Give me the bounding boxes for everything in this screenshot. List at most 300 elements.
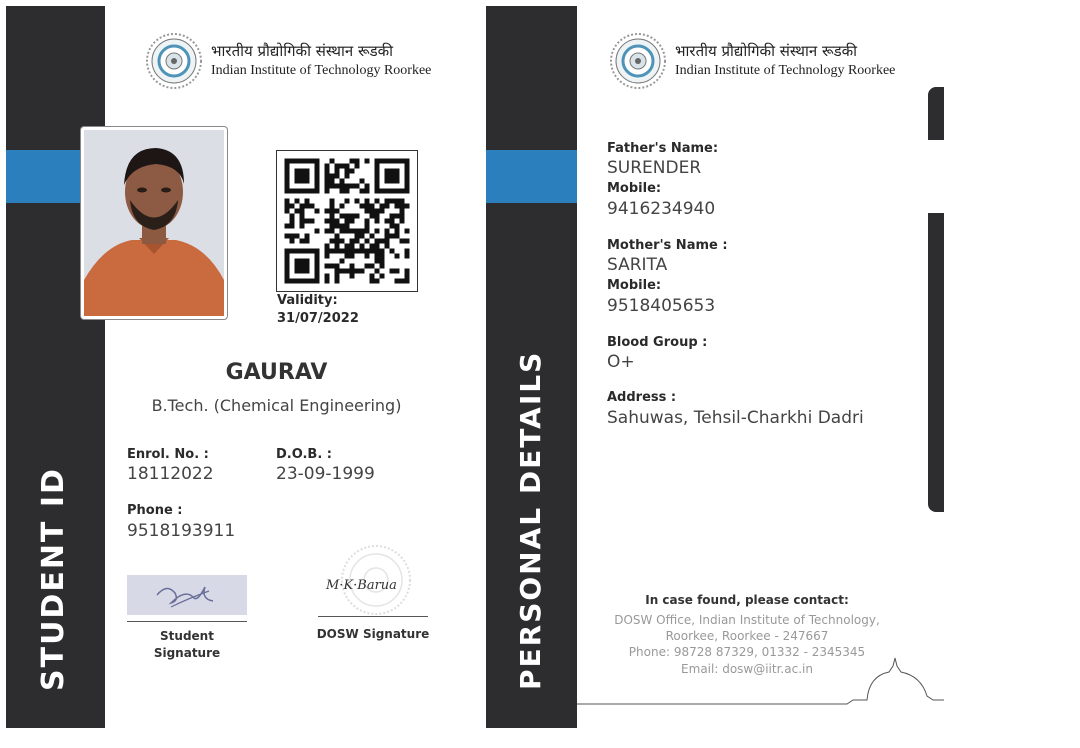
qr-module: [285, 199, 290, 204]
qr-module: [405, 179, 410, 184]
qr-module: [300, 169, 305, 174]
qr-module: [390, 169, 395, 174]
qr-module: [290, 234, 295, 239]
qr-module: [395, 224, 400, 229]
blood-group-label: Blood Group :: [607, 335, 708, 350]
qr-module: [395, 229, 400, 234]
qr-module: [350, 264, 355, 269]
qr-module: [375, 189, 380, 194]
institute-header: [145, 32, 431, 90]
qr-module: [330, 264, 335, 269]
qr-module: [315, 229, 320, 234]
phone-label: Phone :: [127, 503, 183, 518]
qr-module: [330, 204, 335, 209]
qr-module: [330, 249, 335, 254]
qr-module: [305, 189, 310, 194]
qr-module: [395, 279, 400, 284]
qr-module: [325, 229, 330, 234]
qr-module: [325, 274, 330, 279]
qr-module: [340, 229, 345, 234]
qr-module: [295, 174, 300, 179]
qr-module: [325, 189, 330, 194]
qr-module: [375, 199, 380, 204]
qr-module: [305, 249, 310, 254]
qr-module: [285, 209, 290, 214]
father-mobile-label: Mobile:: [607, 181, 662, 196]
qr-module: [285, 259, 290, 264]
qr-module: [350, 214, 355, 219]
qr-module: [350, 229, 355, 234]
qr-module: [365, 264, 370, 269]
qr-module: [385, 169, 390, 174]
qr-module: [335, 279, 340, 284]
qr-module: [295, 169, 300, 174]
qr-module: [315, 189, 320, 194]
qr-module: [405, 204, 410, 209]
qr-module: [355, 199, 360, 204]
father-name-label: Father's Name:: [607, 141, 719, 156]
qr-module: [340, 189, 345, 194]
qr-module: [330, 229, 335, 234]
institute-header: [609, 32, 895, 90]
mother-mobile-value: 9518405653: [607, 296, 716, 316]
institute-name-english: Indian Institute of Technology Roorkee: [211, 63, 432, 78]
qr-module: [370, 274, 375, 279]
qr-module: [325, 209, 330, 214]
qr-module: [365, 189, 370, 194]
qr-module: [345, 214, 350, 219]
blue-band: [486, 150, 577, 203]
qr-module: [405, 274, 410, 279]
qr-module: [365, 199, 370, 204]
qr-module: [375, 174, 380, 179]
student-signature-caption-line2: Signature: [153, 646, 221, 660]
qr-module: [315, 164, 320, 169]
qr-module: [300, 259, 305, 264]
qr-module: [295, 264, 300, 269]
qr-module: [325, 169, 330, 174]
qr-module: [380, 249, 385, 254]
student-id-card-back: [486, 6, 944, 728]
qr-module: [315, 259, 320, 264]
qr-module: [340, 259, 345, 264]
qr-module: [315, 269, 320, 274]
qr-module: [390, 219, 395, 224]
qr-module: [345, 184, 350, 189]
qr-module: [325, 244, 330, 249]
qr-module: [325, 249, 330, 254]
qr-module: [405, 169, 410, 174]
dob-value: 23-09-1999: [276, 464, 375, 484]
qr-module: [390, 234, 395, 239]
qr-module: [350, 244, 355, 249]
qr-module: [335, 219, 340, 224]
qr-module: [300, 279, 305, 284]
qr-module: [355, 239, 360, 244]
qr-module: [370, 214, 375, 219]
qr-module: [405, 159, 410, 164]
qr-module: [385, 204, 390, 209]
qr-module: [385, 189, 390, 194]
qr-module: [365, 159, 370, 164]
qr-module: [300, 189, 305, 194]
qr-module: [360, 249, 365, 254]
qr-module: [375, 239, 380, 244]
qr-module: [395, 199, 400, 204]
qr-module: [305, 264, 310, 269]
qr-module: [315, 274, 320, 279]
qr-module: [370, 234, 375, 239]
enrol-label: Enrol. No. :: [127, 447, 209, 462]
qr-module: [395, 159, 400, 164]
qr-module: [385, 239, 390, 244]
qr-module: [365, 224, 370, 229]
qr-module: [295, 259, 300, 264]
qr-module: [350, 269, 355, 274]
qr-module: [330, 224, 335, 229]
qr-module: [290, 224, 295, 229]
qr-module: [380, 189, 385, 194]
qr-module: [330, 219, 335, 224]
qr-module: [405, 189, 410, 194]
qr-module: [305, 204, 310, 209]
qr-module: [375, 229, 380, 234]
qr-module: [360, 204, 365, 209]
qr-module: [285, 279, 290, 284]
qr-module: [400, 209, 405, 214]
qr-module: [315, 209, 320, 214]
qr-module: [345, 254, 350, 259]
qr-module: [355, 249, 360, 254]
student-signature-line: [127, 621, 247, 622]
phone-value: 9518193911: [127, 521, 236, 541]
qr-module: [305, 179, 310, 184]
found-line-1: DOSW Office, Indian Institute of Technology,: [614, 613, 880, 627]
qr-module: [400, 189, 405, 194]
qr-module: [285, 234, 290, 239]
qr-module: [305, 234, 310, 239]
qr-module: [285, 169, 290, 174]
qr-module: [355, 269, 360, 274]
qr-module: [305, 269, 310, 274]
qr-module: [350, 184, 355, 189]
qr-module: [315, 169, 320, 174]
qr-module: [285, 224, 290, 229]
mother-name-value: SARITA: [607, 255, 668, 275]
qr-module: [305, 174, 310, 179]
qr-module: [375, 169, 380, 174]
qr-module: [335, 164, 340, 169]
student-name: GAURAV: [225, 360, 328, 385]
qr-module: [335, 224, 340, 229]
qr-module: [360, 244, 365, 249]
found-line-2: Roorkee, Roorkee - 247667: [665, 629, 829, 643]
qr-module: [375, 249, 380, 254]
qr-module: [330, 174, 335, 179]
qr-module: [385, 234, 390, 239]
qr-module: [335, 169, 340, 174]
qr-module: [345, 199, 350, 204]
qr-module: [350, 219, 355, 224]
qr-module: [385, 159, 390, 164]
qr-module: [315, 254, 320, 259]
qr-module: [295, 199, 300, 204]
qr-module: [345, 244, 350, 249]
qr-module: [285, 179, 290, 184]
qr-module: [385, 244, 390, 249]
qr-module: [350, 249, 355, 254]
student-signature-caption: [127, 628, 247, 662]
qr-module: [315, 184, 320, 189]
address-label: Address :: [607, 390, 677, 405]
qr-module: [375, 219, 380, 224]
father-name-value: SURENDER: [607, 158, 702, 178]
qr-module: [375, 259, 380, 264]
qr-module: [345, 169, 350, 174]
qr-module: [330, 199, 335, 204]
qr-module: [345, 164, 350, 169]
qr-module: [290, 204, 295, 209]
qr-module: [295, 189, 300, 194]
qr-module: [300, 179, 305, 184]
qr-module: [370, 244, 375, 249]
qr-module: [290, 239, 295, 244]
qr-module: [365, 239, 370, 244]
qr-module: [305, 169, 310, 174]
student-id-card-front: [6, 6, 481, 728]
qr-module: [285, 254, 290, 259]
qr-module: [400, 159, 405, 164]
qr-module: [330, 184, 335, 189]
qr-module: [370, 249, 375, 254]
validity-date: 31/07/2022: [277, 311, 359, 326]
qr-module: [385, 219, 390, 224]
dosw-signature-scrawl: M·K·Barua: [326, 578, 397, 593]
qr-module: [395, 269, 400, 274]
qr-module: [300, 249, 305, 254]
student-program: B.Tech. (Chemical Engineering): [151, 396, 402, 415]
qr-module: [345, 224, 350, 229]
address-value: Sahuwas, Tehsil-Charkhi Dadri: [607, 408, 864, 428]
qr-module: [300, 204, 305, 209]
qr-module: [285, 274, 290, 279]
blood-group-value: O+: [607, 352, 635, 372]
qr-module: [395, 254, 400, 259]
qr-module: [340, 179, 345, 184]
student-signature-image: [127, 575, 247, 615]
mother-mobile-label: Mobile:: [607, 278, 662, 293]
right-edge-tab-top: [928, 87, 944, 140]
qr-module: [350, 239, 355, 244]
qr-module: [285, 159, 290, 164]
qr-module: [375, 269, 380, 274]
qr-module: [340, 249, 345, 254]
qr-module: [335, 264, 340, 269]
qr-module: [285, 204, 290, 209]
qr-module: [325, 179, 330, 184]
qr-module: [310, 249, 315, 254]
qr-module: [400, 219, 405, 224]
qr-module: [345, 269, 350, 274]
qr-module: [290, 189, 295, 194]
qr-module: [315, 179, 320, 184]
qr-module: [295, 279, 300, 284]
iitr-logo-icon: [145, 32, 203, 90]
qr-module: [375, 184, 380, 189]
qr-module: [370, 264, 375, 269]
qr-module: [405, 279, 410, 284]
qr-module: [390, 269, 395, 274]
qr-module: [395, 234, 400, 239]
qr-module: [325, 184, 330, 189]
qr-module: [335, 184, 340, 189]
qr-module: [300, 224, 305, 229]
qr-module: [340, 204, 345, 209]
qr-module: [295, 159, 300, 164]
qr-module: [335, 269, 340, 274]
qr-module: [310, 204, 315, 209]
qr-module: [330, 214, 335, 219]
qr-module: [390, 159, 395, 164]
qr-module: [290, 159, 295, 164]
qr-module: [330, 179, 335, 184]
qr-module: [285, 174, 290, 179]
qr-module: [285, 269, 290, 274]
qr-module: [390, 189, 395, 194]
qr-module: [305, 199, 310, 204]
found-line-3: Phone: 98728 87329, 01332 - 2345345: [628, 645, 866, 659]
qr-module: [375, 164, 380, 169]
qr-module: [390, 214, 395, 219]
qr-module: [315, 264, 320, 269]
qr-module: [355, 214, 360, 219]
dob-label: D.O.B. :: [276, 447, 333, 462]
iitr-logo-icon: [609, 32, 667, 90]
qr-module: [365, 209, 370, 214]
qr-module: [305, 239, 310, 244]
qr-module: [385, 229, 390, 234]
qr-module: [375, 244, 380, 249]
qr-module: [300, 209, 305, 214]
qr-module: [375, 254, 380, 259]
qr-module: [305, 219, 310, 224]
qr-module: [395, 204, 400, 209]
qr-module: [290, 279, 295, 284]
qr-module: [400, 214, 405, 219]
qr-module: [315, 159, 320, 164]
student-signature-caption-line1: Student: [160, 629, 214, 643]
qr-module: [300, 219, 305, 224]
qr-module: [340, 214, 345, 219]
qr-module: [295, 179, 300, 184]
dosw-signature-line: [318, 616, 428, 617]
qr-module: [315, 279, 320, 284]
qr-module: [370, 209, 375, 214]
qr-module: [285, 249, 290, 254]
qr-module: [295, 269, 300, 274]
qr-module: [325, 164, 330, 169]
qr-module: [340, 164, 345, 169]
institute-name-hindi: भारतीय प्रौद्योगिकी संस्थान रूडकी: [211, 42, 394, 60]
qr-module: [400, 199, 405, 204]
qr-module: [310, 159, 315, 164]
qr-module: [360, 189, 365, 194]
qr-module: [365, 229, 370, 234]
dosw-signature-caption: DOSW Signature: [316, 627, 430, 641]
qr-module: [345, 249, 350, 254]
qr-module: [325, 279, 330, 284]
blue-band: [6, 150, 86, 203]
qr-module: [395, 174, 400, 179]
qr-module: [330, 209, 335, 214]
side-title-personal-details: PERSONAL DETAILS: [514, 350, 547, 690]
qr-module: [395, 189, 400, 194]
qr-module: [340, 269, 345, 274]
qr-module: [350, 169, 355, 174]
qr-module: [380, 204, 385, 209]
qr-module: [295, 234, 300, 239]
qr-module: [335, 244, 340, 249]
qr-module: [335, 274, 340, 279]
qr-module: [330, 159, 335, 164]
qr-module: [330, 239, 335, 244]
qr-module: [375, 209, 380, 214]
qr-module: [385, 199, 390, 204]
qr-module: [395, 179, 400, 184]
qr-module: [365, 219, 370, 224]
found-title: In case found, please contact:: [645, 593, 849, 607]
qr-module: [355, 164, 360, 169]
qr-module: [345, 219, 350, 224]
qr-module: [400, 279, 405, 284]
qr-module: [285, 184, 290, 189]
qr-module: [335, 249, 340, 254]
qr-module: [360, 229, 365, 234]
qr-module: [360, 179, 365, 184]
qr-module: [380, 239, 385, 244]
qr-module: [375, 214, 380, 219]
qr-module: [380, 264, 385, 269]
enrol-value: 18112022: [127, 464, 214, 484]
qr-module: [390, 224, 395, 229]
qr-module: [360, 269, 365, 274]
qr-module: [290, 249, 295, 254]
qr-module: [285, 164, 290, 169]
qr-module: [405, 164, 410, 169]
qr-module: [335, 239, 340, 244]
qr-module: [390, 249, 395, 254]
qr-module: [390, 174, 395, 179]
qr-module: [375, 279, 380, 284]
qr-module: [395, 214, 400, 219]
qr-module: [380, 274, 385, 279]
qr-module: [345, 174, 350, 179]
qr-module: [335, 209, 340, 214]
qr-module: [400, 204, 405, 209]
qr-module: [300, 214, 305, 219]
qr-module: [360, 234, 365, 239]
qr-module: [380, 259, 385, 264]
student-signature-scribble: [127, 575, 247, 615]
qr-module: [290, 219, 295, 224]
qr-module: [390, 199, 395, 204]
qr-module: [395, 169, 400, 174]
qr-module: [350, 254, 355, 259]
qr-module: [365, 204, 370, 209]
qr-module: [335, 174, 340, 179]
qr-module: [325, 254, 330, 259]
qr-module: [300, 239, 305, 244]
